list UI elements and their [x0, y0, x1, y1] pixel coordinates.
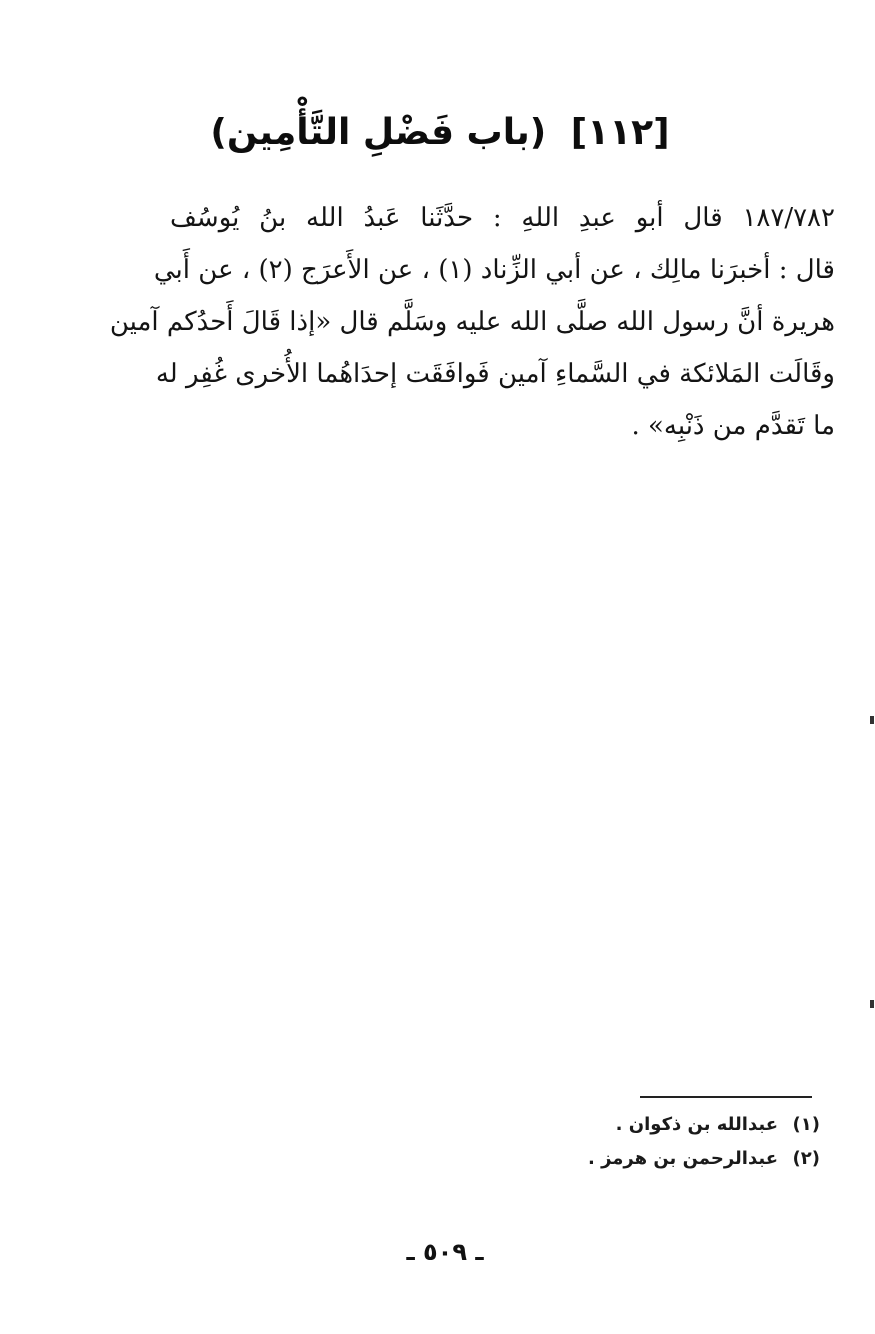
- footnote-item: [520, 1142, 820, 1176]
- hadith-line: ما تَقدَّم من ذَنْبِه» .: [631, 411, 835, 441]
- scan-speck: [870, 716, 874, 724]
- hadith-line: هريرة أنَّ رسول الله صلَّى الله عليه وسَلَّم قال «إذا قَالَ أَحدُكم آمين: [109, 307, 835, 337]
- footnote-number: (٢): [792, 1148, 820, 1169]
- footnote-divider: [640, 1096, 812, 1098]
- hadith-line: ١٨٧/٧٨٢ قال أبو عبدِ اللهِ : حدَّثَنا عَبدُ الله بنُ يُوسُف: [170, 203, 835, 233]
- footnote-item: [520, 1108, 820, 1142]
- footnotes: [520, 1108, 820, 1176]
- chapter-title: (باب فَضْلِ التَّأْمِين): [210, 112, 547, 153]
- chapter-heading: [150, 108, 730, 158]
- hadith-text: [109, 192, 835, 452]
- footnote-number: (١): [792, 1114, 820, 1135]
- hadith-line: وقَالَت المَلائكة في السَّماءِ آمين فَوافَقَت إحدَاهُما الأُخرى غُفِر له: [155, 359, 835, 389]
- footnote-text: عبدالرحمن بن هرمز .: [587, 1148, 778, 1169]
- hadith-line: قال : أخبرَنا مالِك ، عن أبي الزِّناد (١) ، عن الأَعرَج (٢) ، عن أَبي: [153, 255, 835, 285]
- footnote-text: عبدالله بن ذكوان .: [615, 1114, 778, 1135]
- scan-speck: [870, 1000, 874, 1008]
- chapter-number: [١١٢]: [570, 112, 670, 153]
- page-number: ـ ٥٠٩ ـ: [406, 1238, 484, 1266]
